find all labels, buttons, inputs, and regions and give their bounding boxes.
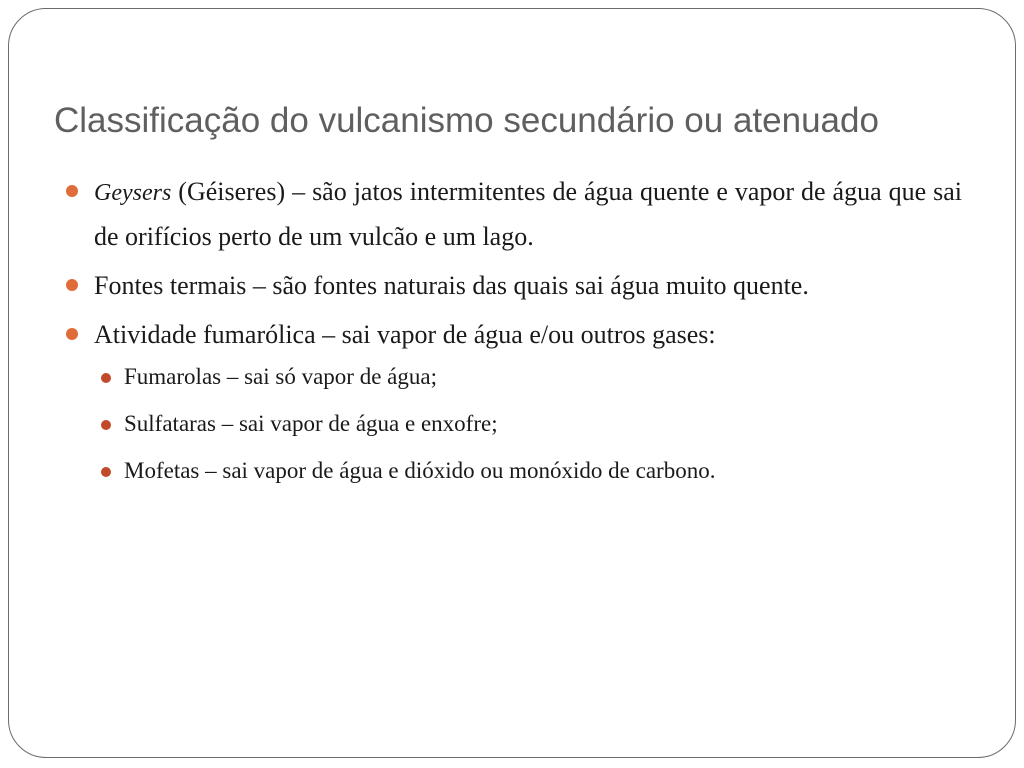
geysers-definition: (Géiseres) – são jatos intermitentes de água quente e vapor de água que sai de orifícios perto de um vulcão e um lago. xyxy=(94,177,962,251)
slide-body xyxy=(94,170,962,503)
sub-bullet-fumarolas xyxy=(124,362,962,392)
sub-bullet-mofetas xyxy=(124,456,962,486)
sub-bullet-sulfataras xyxy=(124,409,962,439)
bullet-dot-icon xyxy=(66,279,78,291)
sub-bullet-dot-icon xyxy=(101,420,111,430)
bullet-dot-icon xyxy=(66,328,78,340)
fontes-termais-text: Fontes termais – são fontes naturais das quais sai água muito quente. xyxy=(94,271,809,300)
geysers-term: Geysers xyxy=(94,180,172,206)
bullet-item-fontes-termais xyxy=(94,264,962,308)
mofetas-text: Mofetas – sai vapor de água e dióxido ou monóxido de carbono. xyxy=(124,458,716,483)
sub-bullet-dot-icon xyxy=(101,373,111,383)
bullet-dot-icon xyxy=(66,185,78,197)
sub-bullet-dot-icon xyxy=(101,467,111,477)
atividade-fumarolica-text: Atividade fumarólica – sai vapor de água e/ou outros gases: xyxy=(94,320,716,349)
bullet-item-atividade-fumarolica xyxy=(94,313,962,357)
sulfataras-text: Sulfataras – sai vapor de água e enxofre; xyxy=(124,411,498,436)
bullet-item-geysers xyxy=(94,170,962,259)
slide-title: Classificação do vulcanismo secundário ou atenuado xyxy=(54,101,879,140)
fumarolas-text: Fumarolas – sai só vapor de água; xyxy=(124,364,437,389)
